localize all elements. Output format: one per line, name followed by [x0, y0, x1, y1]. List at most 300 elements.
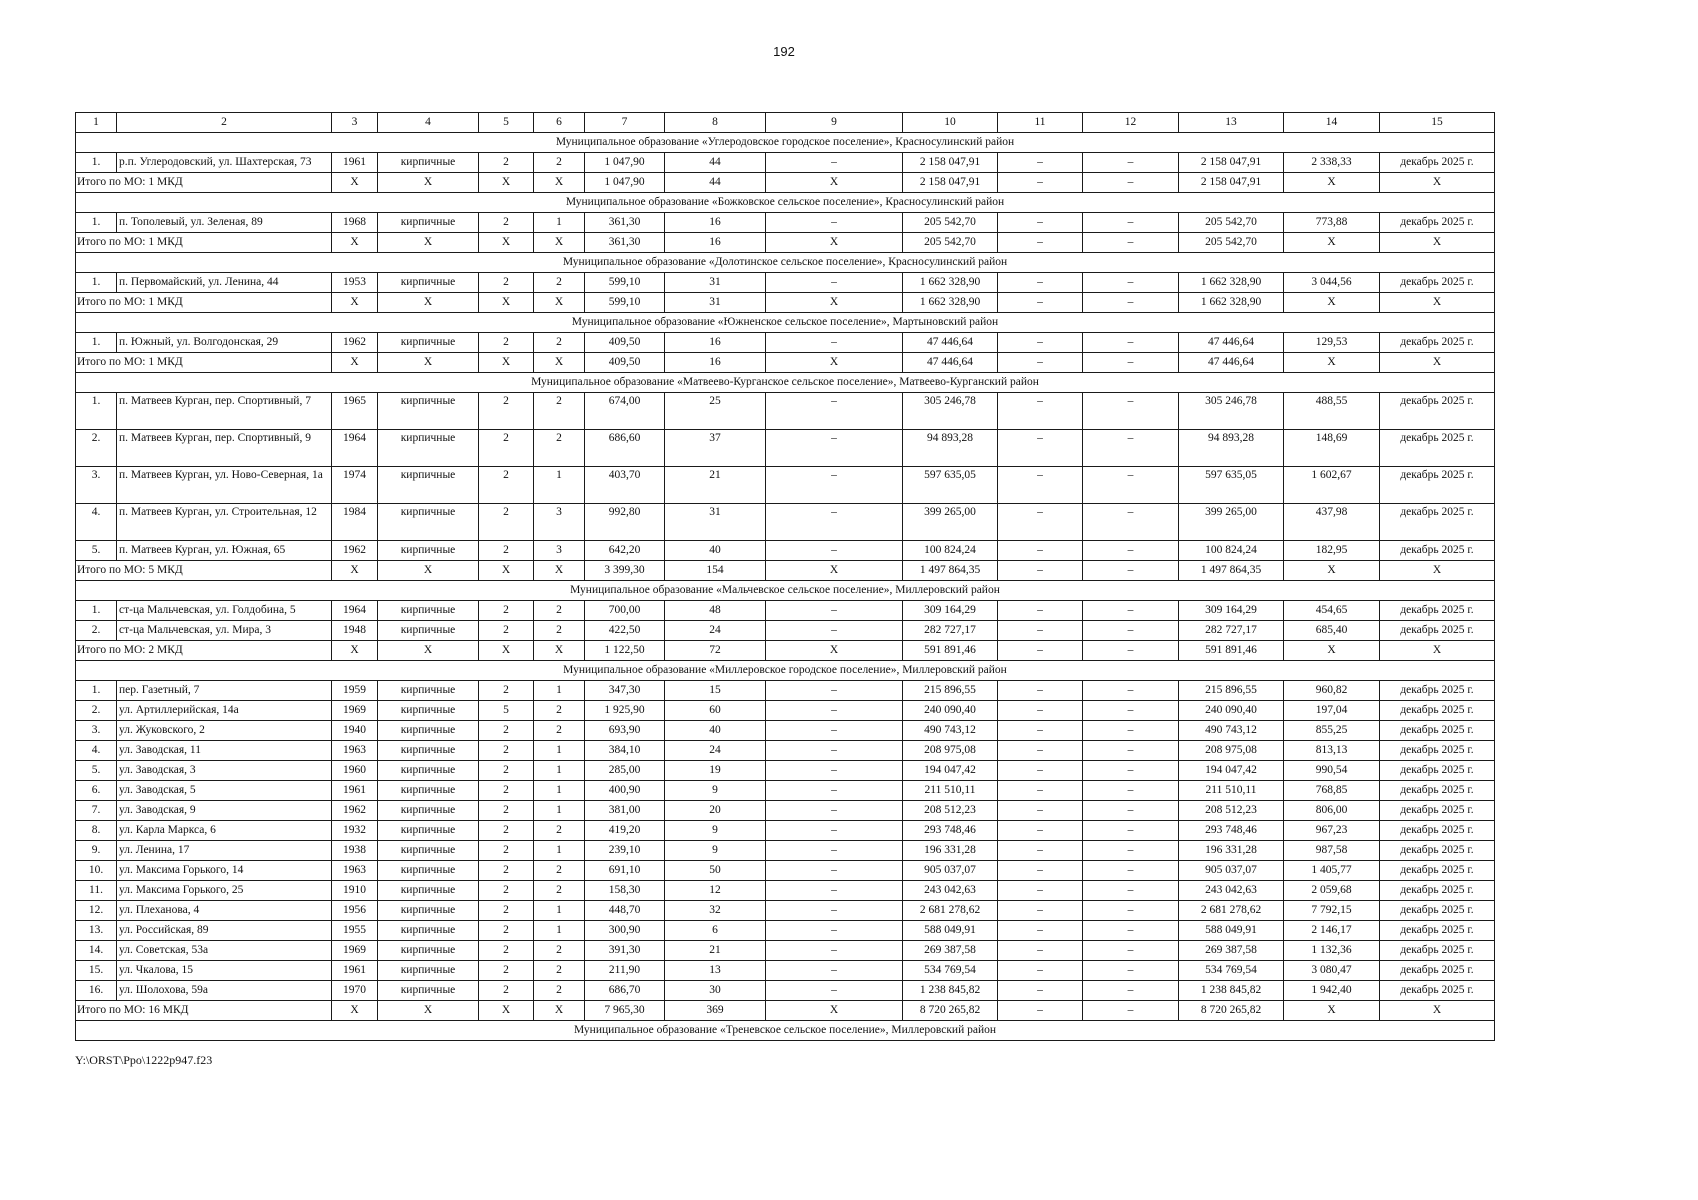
year-built-cell: 1969	[332, 941, 378, 961]
completion-date-cell: декабрь 2025 г.	[1380, 333, 1495, 353]
total-area-cell: 285,00	[585, 761, 665, 781]
wall-material-cell: кирпичные	[378, 601, 479, 621]
column-9-cell: –	[766, 681, 903, 701]
cost-total-cell: 47 446,64	[903, 333, 998, 353]
total-entrances-cell: Х	[534, 173, 585, 193]
cost-fund-cell: 208 975,08	[1179, 741, 1284, 761]
cost-fund-cell: 1 662 328,90	[1179, 273, 1284, 293]
floors-cell: 2	[479, 393, 534, 430]
municipality-total-row	[76, 233, 1495, 253]
total-area-cell: 347,30	[585, 681, 665, 701]
cost-fund-cell: 240 090,40	[1179, 701, 1284, 721]
total-area-cell: 422,50	[585, 621, 665, 641]
floors-cell: 2	[479, 153, 534, 173]
column-11-cell: –	[998, 541, 1083, 561]
column-9-cell: –	[766, 213, 903, 233]
column-9-cell: –	[766, 801, 903, 821]
cost-per-sqm-cell: 129,53	[1284, 333, 1380, 353]
total-area-cell: 403,70	[585, 467, 665, 504]
column-12-cell: –	[1083, 467, 1179, 504]
cost-per-sqm-cell: 967,23	[1284, 821, 1380, 841]
wall-material-cell: кирпичные	[378, 881, 479, 901]
total-total-area-cell: 361,30	[585, 233, 665, 253]
floors-cell: 2	[479, 504, 534, 541]
column-12-cell: –	[1083, 921, 1179, 941]
column-11-cell: –	[998, 941, 1083, 961]
year-built-cell: 1956	[332, 901, 378, 921]
total-column-9-cell: Х	[766, 641, 903, 661]
wall-material-cell: кирпичные	[378, 781, 479, 801]
column-11-cell: –	[998, 861, 1083, 881]
cost-per-sqm-cell: 3 044,56	[1284, 273, 1380, 293]
address-cell: п. Матвеев Курган, пер. Спортивный, 9	[117, 430, 332, 467]
total-total-area-cell: 409,50	[585, 353, 665, 373]
municipality-title: Муниципальное образование «Матвеево-Курганское сельское поселение», Матвеево-Курганский район	[76, 373, 1495, 393]
total-area-cell: 642,20	[585, 541, 665, 561]
floors-cell: 5	[479, 701, 534, 721]
total-entrances-cell: Х	[534, 561, 585, 581]
cost-per-sqm-cell: 148,69	[1284, 430, 1380, 467]
municipality-total-row	[76, 293, 1495, 313]
year-built-cell: 1932	[332, 821, 378, 841]
municipality-title: Муниципальное образование «Углеродовское городское поселение», Красносулинский район	[76, 133, 1495, 153]
total-column-12-cell: –	[1083, 1001, 1179, 1021]
row-number-cell: 1.	[76, 153, 117, 173]
total-wall-material-cell: Х	[378, 293, 479, 313]
address-cell: ул. Карла Маркса, 6	[117, 821, 332, 841]
address-cell: ул. Жуковского, 2	[117, 721, 332, 741]
column-number-15: 15	[1380, 113, 1495, 133]
column-11-cell: –	[998, 333, 1083, 353]
entrances-cell: 2	[534, 701, 585, 721]
floors-cell: 2	[479, 601, 534, 621]
year-built-cell: 1964	[332, 430, 378, 467]
total-cost-fund-cell: 591 891,46	[1179, 641, 1284, 661]
total-total-area-cell: 1 122,50	[585, 641, 665, 661]
total-cost-fund-cell: 8 720 265,82	[1179, 1001, 1284, 1021]
wall-material-cell: кирпичные	[378, 741, 479, 761]
column-12-cell: –	[1083, 681, 1179, 701]
cost-total-cell: 94 893,28	[903, 430, 998, 467]
cost-total-cell: 588 049,91	[903, 921, 998, 941]
column-11-cell: –	[998, 921, 1083, 941]
completion-date-cell: декабрь 2025 г.	[1380, 941, 1495, 961]
residents-cell: 9	[665, 841, 766, 861]
cost-per-sqm-cell: 960,82	[1284, 681, 1380, 701]
year-built-cell: 1962	[332, 541, 378, 561]
cost-total-cell: 269 387,58	[903, 941, 998, 961]
house-row	[76, 901, 1495, 921]
residents-cell: 50	[665, 861, 766, 881]
cost-per-sqm-cell: 437,98	[1284, 504, 1380, 541]
floors-cell: 2	[479, 981, 534, 1001]
cost-total-cell: 1 662 328,90	[903, 273, 998, 293]
total-floors-cell: Х	[479, 233, 534, 253]
total-total-area-cell: 3 399,30	[585, 561, 665, 581]
total-year-built-cell: Х	[332, 233, 378, 253]
address-cell: пер. Газетный, 7	[117, 681, 332, 701]
cost-fund-cell: 211 510,11	[1179, 781, 1284, 801]
total-residents-cell: 154	[665, 561, 766, 581]
floors-cell: 2	[479, 801, 534, 821]
cost-per-sqm-cell: 773,88	[1284, 213, 1380, 233]
entrances-cell: 2	[534, 861, 585, 881]
wall-material-cell: кирпичные	[378, 981, 479, 1001]
cost-fund-cell: 215 896,55	[1179, 681, 1284, 701]
wall-material-cell: кирпичные	[378, 504, 479, 541]
total-column-11-cell: –	[998, 1001, 1083, 1021]
total-column-11-cell: –	[998, 233, 1083, 253]
row-number-cell: 1.	[76, 333, 117, 353]
row-number-cell: 6.	[76, 781, 117, 801]
total-completion-date-cell: Х	[1380, 173, 1495, 193]
column-12-cell: –	[1083, 701, 1179, 721]
year-built-cell: 1963	[332, 741, 378, 761]
year-built-cell: 1938	[332, 841, 378, 861]
total-completion-date-cell: Х	[1380, 233, 1495, 253]
total-floors-cell: Х	[479, 641, 534, 661]
residents-cell: 31	[665, 273, 766, 293]
total-area-cell: 419,20	[585, 821, 665, 841]
total-label: Итого по МО: 5 МКД	[76, 561, 332, 581]
house-row	[76, 213, 1495, 233]
completion-date-cell: декабрь 2025 г.	[1380, 701, 1495, 721]
entrances-cell: 3	[534, 504, 585, 541]
wall-material-cell: кирпичные	[378, 701, 479, 721]
house-row	[76, 781, 1495, 801]
column-number-8: 8	[665, 113, 766, 133]
floors-cell: 2	[479, 621, 534, 641]
total-completion-date-cell: Х	[1380, 293, 1495, 313]
year-built-cell: 1953	[332, 273, 378, 293]
cost-fund-cell: 309 164,29	[1179, 601, 1284, 621]
column-12-cell: –	[1083, 841, 1179, 861]
cost-fund-cell: 269 387,58	[1179, 941, 1284, 961]
total-cost-total-cell: 205 542,70	[903, 233, 998, 253]
residents-cell: 25	[665, 393, 766, 430]
entrances-cell: 2	[534, 881, 585, 901]
wall-material-cell: кирпичные	[378, 941, 479, 961]
house-row	[76, 921, 1495, 941]
cost-fund-cell: 208 512,23	[1179, 801, 1284, 821]
municipality-total-row	[76, 173, 1495, 193]
total-year-built-cell: Х	[332, 561, 378, 581]
column-11-cell: –	[998, 273, 1083, 293]
column-11-cell: –	[998, 881, 1083, 901]
row-number-cell: 5.	[76, 541, 117, 561]
cost-fund-cell: 2 158 047,91	[1179, 153, 1284, 173]
wall-material-cell: кирпичные	[378, 273, 479, 293]
column-12-cell: –	[1083, 393, 1179, 430]
municipality-section-row	[76, 581, 1495, 601]
municipality-title: Муниципальное образование «Долотинское сельское поселение», Красносулинский район	[76, 253, 1495, 273]
completion-date-cell: декабрь 2025 г.	[1380, 621, 1495, 641]
residents-cell: 19	[665, 761, 766, 781]
cost-per-sqm-cell: 1 405,77	[1284, 861, 1380, 881]
total-cost-total-cell: 1 497 864,35	[903, 561, 998, 581]
wall-material-cell: кирпичные	[378, 213, 479, 233]
residents-cell: 16	[665, 213, 766, 233]
total-cost-per-sqm-cell: Х	[1284, 293, 1380, 313]
total-wall-material-cell: Х	[378, 1001, 479, 1021]
column-11-cell: –	[998, 981, 1083, 1001]
house-row	[76, 881, 1495, 901]
house-row	[76, 721, 1495, 741]
column-12-cell: –	[1083, 761, 1179, 781]
cost-per-sqm-cell: 2 338,33	[1284, 153, 1380, 173]
column-11-cell: –	[998, 821, 1083, 841]
total-floors-cell: Х	[479, 353, 534, 373]
cost-per-sqm-cell: 806,00	[1284, 801, 1380, 821]
municipality-section-row	[76, 1021, 1495, 1041]
address-cell: ул. Чкалова, 15	[117, 961, 332, 981]
cost-per-sqm-cell: 855,25	[1284, 721, 1380, 741]
column-12-cell: –	[1083, 504, 1179, 541]
column-9-cell: –	[766, 701, 903, 721]
cost-fund-cell: 47 446,64	[1179, 333, 1284, 353]
total-column-12-cell: –	[1083, 233, 1179, 253]
entrances-cell: 2	[534, 601, 585, 621]
year-built-cell: 1961	[332, 153, 378, 173]
address-cell: ул. Российская, 89	[117, 921, 332, 941]
column-9-cell: –	[766, 901, 903, 921]
residents-cell: 32	[665, 901, 766, 921]
column-11-cell: –	[998, 153, 1083, 173]
municipality-total-row	[76, 1001, 1495, 1021]
column-11-cell: –	[998, 781, 1083, 801]
cost-per-sqm-cell: 197,04	[1284, 701, 1380, 721]
column-12-cell: –	[1083, 861, 1179, 881]
total-column-11-cell: –	[998, 353, 1083, 373]
completion-date-cell: декабрь 2025 г.	[1380, 901, 1495, 921]
completion-date-cell: декабрь 2025 г.	[1380, 861, 1495, 881]
address-cell: п. Матвеев Курган, ул. Строительная, 12	[117, 504, 332, 541]
total-area-cell: 686,70	[585, 981, 665, 1001]
total-area-cell: 361,30	[585, 213, 665, 233]
residents-cell: 30	[665, 981, 766, 1001]
year-built-cell: 1962	[332, 333, 378, 353]
total-cost-fund-cell: 1 662 328,90	[1179, 293, 1284, 313]
file-path-footer: Y:\ORST\Ppo\1222p947.f23	[75, 1053, 213, 1067]
residents-cell: 48	[665, 601, 766, 621]
column-11-cell: –	[998, 601, 1083, 621]
column-12-cell: –	[1083, 333, 1179, 353]
wall-material-cell: кирпичные	[378, 721, 479, 741]
column-9-cell: –	[766, 981, 903, 1001]
year-built-cell: 1964	[332, 601, 378, 621]
municipality-title: Муниципальное образование «Южненское сельское поселение», Мартыновский район	[76, 313, 1495, 333]
total-completion-date-cell: Х	[1380, 641, 1495, 661]
total-label: Итого по МО: 16 МКД	[76, 1001, 332, 1021]
floors-cell: 2	[479, 273, 534, 293]
total-cost-fund-cell: 1 497 864,35	[1179, 561, 1284, 581]
floors-cell: 2	[479, 467, 534, 504]
total-cost-per-sqm-cell: Х	[1284, 561, 1380, 581]
column-number-9: 9	[766, 113, 903, 133]
total-cost-per-sqm-cell: Х	[1284, 353, 1380, 373]
total-wall-material-cell: Х	[378, 233, 479, 253]
residents-cell: 21	[665, 467, 766, 504]
residents-cell: 40	[665, 541, 766, 561]
total-column-11-cell: –	[998, 173, 1083, 193]
row-number-cell: 1.	[76, 681, 117, 701]
house-row	[76, 761, 1495, 781]
column-11-cell: –	[998, 621, 1083, 641]
total-area-cell: 158,30	[585, 881, 665, 901]
total-year-built-cell: Х	[332, 641, 378, 661]
entrances-cell: 1	[534, 781, 585, 801]
completion-date-cell: декабрь 2025 г.	[1380, 430, 1495, 467]
total-year-built-cell: Х	[332, 1001, 378, 1021]
column-number-row	[76, 113, 1495, 133]
column-9-cell: –	[766, 881, 903, 901]
cost-fund-cell: 243 042,63	[1179, 881, 1284, 901]
row-number-cell: 7.	[76, 801, 117, 821]
cost-per-sqm-cell: 768,85	[1284, 781, 1380, 801]
residents-cell: 31	[665, 504, 766, 541]
wall-material-cell: кирпичные	[378, 621, 479, 641]
floors-cell: 2	[479, 881, 534, 901]
cost-per-sqm-cell: 813,13	[1284, 741, 1380, 761]
floors-cell: 2	[479, 781, 534, 801]
cost-fund-cell: 305 246,78	[1179, 393, 1284, 430]
column-number-6: 6	[534, 113, 585, 133]
completion-date-cell: декабрь 2025 г.	[1380, 153, 1495, 173]
cost-total-cell: 309 164,29	[903, 601, 998, 621]
cost-total-cell: 100 824,24	[903, 541, 998, 561]
year-built-cell: 1962	[332, 801, 378, 821]
total-label: Итого по МО: 1 МКД	[76, 233, 332, 253]
housing-register-table	[75, 112, 1495, 1041]
completion-date-cell: декабрь 2025 г.	[1380, 841, 1495, 861]
total-area-cell: 391,30	[585, 941, 665, 961]
row-number-cell: 14.	[76, 941, 117, 961]
entrances-cell: 2	[534, 821, 585, 841]
total-cost-total-cell: 1 662 328,90	[903, 293, 998, 313]
residents-cell: 24	[665, 741, 766, 761]
column-11-cell: –	[998, 741, 1083, 761]
address-cell: ул. Артиллерийская, 14а	[117, 701, 332, 721]
completion-date-cell: декабрь 2025 г.	[1380, 601, 1495, 621]
column-12-cell: –	[1083, 721, 1179, 741]
house-row	[76, 541, 1495, 561]
total-floors-cell: Х	[479, 293, 534, 313]
total-area-cell: 674,00	[585, 393, 665, 430]
row-number-cell: 5.	[76, 761, 117, 781]
completion-date-cell: декабрь 2025 г.	[1380, 467, 1495, 504]
entrances-cell: 2	[534, 961, 585, 981]
address-cell: п. Матвеев Курган, ул. Южная, 65	[117, 541, 332, 561]
row-number-cell: 3.	[76, 467, 117, 504]
column-11-cell: –	[998, 393, 1083, 430]
completion-date-cell: декабрь 2025 г.	[1380, 801, 1495, 821]
cost-total-cell: 905 037,07	[903, 861, 998, 881]
address-cell: ул. Ленина, 17	[117, 841, 332, 861]
house-row	[76, 861, 1495, 881]
total-label: Итого по МО: 1 МКД	[76, 173, 332, 193]
wall-material-cell: кирпичные	[378, 901, 479, 921]
floors-cell: 2	[479, 921, 534, 941]
cost-fund-cell: 534 769,54	[1179, 961, 1284, 981]
cost-fund-cell: 597 635,05	[1179, 467, 1284, 504]
completion-date-cell: декабрь 2025 г.	[1380, 541, 1495, 561]
column-number-12: 12	[1083, 113, 1179, 133]
column-11-cell: –	[998, 701, 1083, 721]
house-row	[76, 467, 1495, 504]
year-built-cell: 1960	[332, 761, 378, 781]
total-area-cell: 300,90	[585, 921, 665, 941]
total-entrances-cell: Х	[534, 233, 585, 253]
cost-total-cell: 194 047,42	[903, 761, 998, 781]
wall-material-cell: кирпичные	[378, 333, 479, 353]
column-11-cell: –	[998, 504, 1083, 541]
total-column-11-cell: –	[998, 293, 1083, 313]
entrances-cell: 1	[534, 213, 585, 233]
column-number-13: 13	[1179, 113, 1284, 133]
column-12-cell: –	[1083, 213, 1179, 233]
total-completion-date-cell: Х	[1380, 353, 1495, 373]
residents-cell: 40	[665, 721, 766, 741]
total-column-11-cell: –	[998, 641, 1083, 661]
residents-cell: 6	[665, 921, 766, 941]
house-row	[76, 801, 1495, 821]
municipality-total-row	[76, 353, 1495, 373]
column-11-cell: –	[998, 841, 1083, 861]
entrances-cell: 1	[534, 681, 585, 701]
cost-fund-cell: 94 893,28	[1179, 430, 1284, 467]
total-area-cell: 992,80	[585, 504, 665, 541]
cost-total-cell: 211 510,11	[903, 781, 998, 801]
cost-total-cell: 2 158 047,91	[903, 153, 998, 173]
total-column-11-cell: –	[998, 561, 1083, 581]
cost-total-cell: 240 090,40	[903, 701, 998, 721]
row-number-cell: 3.	[76, 721, 117, 741]
completion-date-cell: декабрь 2025 г.	[1380, 781, 1495, 801]
cost-total-cell: 399 265,00	[903, 504, 998, 541]
cost-total-cell: 208 512,23	[903, 801, 998, 821]
column-number-10: 10	[903, 113, 998, 133]
wall-material-cell: кирпичные	[378, 821, 479, 841]
floors-cell: 2	[479, 333, 534, 353]
year-built-cell: 1965	[332, 393, 378, 430]
completion-date-cell: декабрь 2025 г.	[1380, 681, 1495, 701]
column-9-cell: –	[766, 601, 903, 621]
year-built-cell: 1961	[332, 781, 378, 801]
row-number-cell: 2.	[76, 430, 117, 467]
column-12-cell: –	[1083, 781, 1179, 801]
total-area-cell: 409,50	[585, 333, 665, 353]
column-number-4: 4	[378, 113, 479, 133]
cost-fund-cell: 100 824,24	[1179, 541, 1284, 561]
floors-cell: 2	[479, 961, 534, 981]
total-cost-total-cell: 2 158 047,91	[903, 173, 998, 193]
cost-per-sqm-cell: 990,54	[1284, 761, 1380, 781]
cost-fund-cell: 293 748,46	[1179, 821, 1284, 841]
municipality-title: Муниципальное образование «Мальчевское сельское поселение», Миллеровский район	[76, 581, 1495, 601]
row-number-cell: 16.	[76, 981, 117, 1001]
cost-total-cell: 208 975,08	[903, 741, 998, 761]
municipality-section-row	[76, 313, 1495, 333]
cost-total-cell: 2 681 278,62	[903, 901, 998, 921]
total-area-cell: 1 047,90	[585, 153, 665, 173]
address-cell: р.п. Углеродовский, ул. Шахтерская, 73	[117, 153, 332, 173]
column-number-14: 14	[1284, 113, 1380, 133]
total-cost-fund-cell: 2 158 047,91	[1179, 173, 1284, 193]
wall-material-cell: кирпичные	[378, 541, 479, 561]
floors-cell: 2	[479, 741, 534, 761]
year-built-cell: 1961	[332, 961, 378, 981]
total-entrances-cell: Х	[534, 641, 585, 661]
